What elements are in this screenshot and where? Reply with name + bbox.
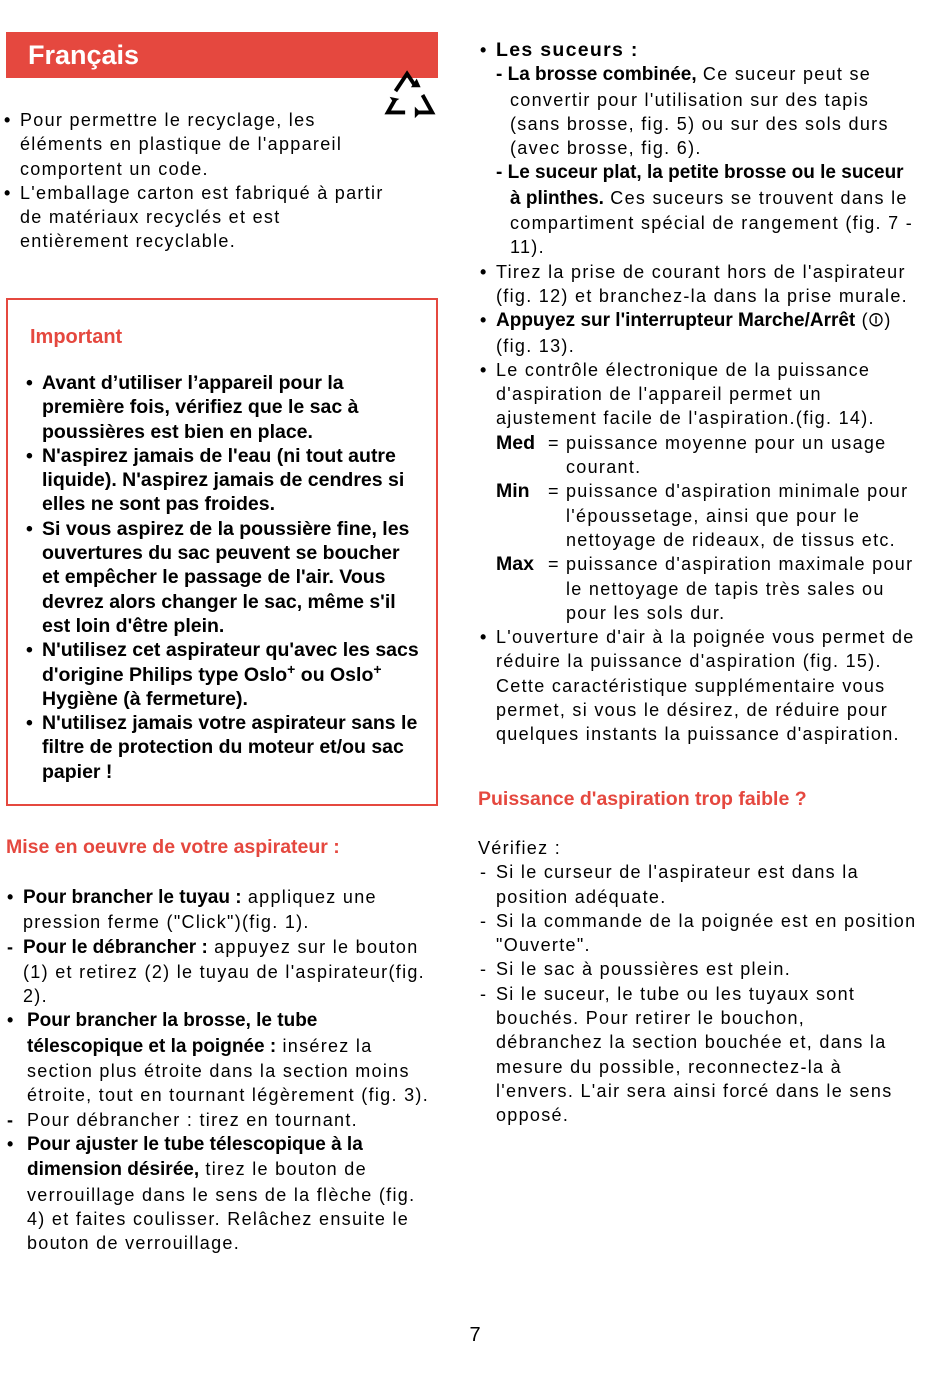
suceurs-list — [478, 38, 918, 747]
suceurs-title: • Les suceurs : — [496, 39, 639, 61]
language-title: Français — [28, 39, 140, 70]
verifiez-intro: Vérifiez : — [478, 838, 562, 858]
power-level-max — [496, 552, 918, 625]
mise-item-text: Pour débrancher : tirez en tournant. — [27, 1109, 358, 1130]
important-title: Important — [30, 326, 123, 348]
mise-item — [23, 1108, 438, 1132]
suceur-combine-text: Ce suceur peut se convertir pour l'utilisation sur des tapis (sans brosse, fig. 5) ou sur des sols durs (avec brosse, fig. 6). — [510, 64, 889, 159]
important-list — [30, 371, 422, 784]
mise-item — [23, 935, 438, 1009]
suceur-combine — [496, 62, 918, 160]
suceur-plat — [496, 160, 918, 259]
mise-item-text: insérez la section plus étroite dans la section moins étroite, tout en tournant légèrement (fig. 3). — [27, 1035, 429, 1106]
page-number: 7 — [469, 1324, 481, 1346]
important-item: • Avant d’utiliser l’appareil pour la première fois, vérifiez que le sac à poussières est bien en place. — [42, 371, 422, 444]
power-level-min — [496, 479, 918, 552]
suceur-combine-bold: - La brosse combinée, — [496, 64, 697, 86]
control-text: Le contrôle électronique de la puissance d'aspiration de l'appareil permet un ajustement facile de l'aspiration.(fig. 14). — [496, 359, 875, 429]
oslo-text-1: N'utilisez cet aspirateur qu'avec les sacs d'origine Philips type Oslo — [42, 639, 419, 686]
plug-item: • Tirez la prise de courant hors de l'aspirateur (fig. 12) et branchez-la dans la prise murale. — [496, 260, 918, 309]
mise-item-text: appuyez sur le bouton (1) et retirez (2) le tuyau de l'aspirateur(fig. 2). — [23, 936, 425, 1007]
puissance-title: Puissance d'aspiration trop faible ? — [478, 788, 807, 810]
verifiez-list — [478, 860, 918, 1127]
mise-en-oeuvre-list — [6, 885, 438, 1255]
suceurs-item — [496, 38, 918, 260]
power-level-med — [496, 431, 918, 480]
oslo-text-2: ou Oslo — [295, 663, 374, 686]
suceur-plat-bold: - Le suceur plat, la petite brosse ou le suceur à plinthes. — [496, 162, 904, 209]
level-text: puissance moyenne pour un usage courant. — [566, 432, 887, 478]
verifiez-item: - Si le suceur, le tube ou les tuyaux sont bouchés. Pour retirer le bouchon, débranchez la section bouchée et, dans la mesure du possible, reconnectez-la à l'envers. L'air sera ainsi forcé dans le sens opposé. — [496, 982, 918, 1128]
control-item — [496, 358, 918, 625]
important-item-oslo — [42, 638, 422, 711]
mise-en-oeuvre-section — [6, 836, 438, 1255]
important-box — [6, 298, 438, 806]
mise-item-text: appliquez une pression ferme ("Click")(fig. 1). — [23, 887, 377, 933]
mise-item-bold: Pour brancher la brosse, le tube télescopique et la poignée : — [27, 1010, 318, 1057]
verifiez-section — [478, 836, 918, 1128]
power-levels — [496, 431, 918, 625]
mise-item-bold: Pour ajuster le tube télescopique à la dimension désirée, — [27, 1133, 363, 1181]
level-eq: = — [548, 481, 560, 502]
verifiez-item: - Si la commande de la poignée est en position "Ouverte". — [496, 909, 918, 958]
level-key: Med — [496, 431, 535, 454]
level-key: Min — [496, 480, 530, 503]
oslo-sup-1: + — [287, 660, 296, 677]
level-eq: = — [548, 554, 560, 575]
mise-item — [23, 1008, 438, 1107]
mise-item — [23, 1132, 438, 1255]
right-column — [478, 38, 918, 747]
important-item: • Si vous aspirez de la poussière fine, les ouvertures du sac peuvent se boucher et empêcher le passage de l'air. Vous devrez alors changer le sac, même s'il est loin d'être plein. — [42, 517, 422, 638]
level-text: puissance d'aspiration minimale pour l'époussetage, ainsi que pour le nettoyage de rideaux, de tissus etc. — [566, 481, 909, 550]
left-column — [6, 32, 438, 254]
puissance-section — [478, 788, 918, 811]
air-item: • L'ouverture d'air à la poignée vous permet de réduire la puissance d'aspiration (fig. 15). Cette caractéristique supplémentaire vous permet, si vous le désirez, de réduire pour quelques instants la puissance d'aspiration. — [496, 625, 918, 746]
language-header — [6, 32, 438, 78]
recycling-item: • Pour permettre le recyclage, les éléments en plastique de l'appareil comportent un code. — [20, 108, 390, 181]
recycling-item: • L'emballage carton est fabriqué à partir de matériaux recyclés et est entièrement recyclable. — [20, 181, 390, 254]
mise-item-bold: Pour le débrancher : — [23, 936, 208, 958]
switch-bold: Appuyez sur l'interrupteur Marche/Arrêt — [496, 310, 856, 332]
recycle-icon — [380, 66, 438, 124]
mise-item-text: tirez le bouton de verrouillage dans le sens de la flèche (fig. 4) et faites coulisser. Relâchez ensuite le bouton de verrouillage. — [27, 1159, 416, 1254]
level-key: Max — [496, 553, 534, 576]
mise-en-oeuvre-title: Mise en oeuvre de votre aspirateur : — [6, 836, 340, 858]
level-text: puissance d'aspiration maximale pour le nettoyage de tapis très sales ou pour les sols dur. — [566, 554, 914, 623]
recycling-list — [6, 108, 390, 254]
verifiez-item: - Si le curseur de l'aspirateur est dans la position adéquate. — [496, 860, 918, 909]
important-item: • N'utilisez jamais votre aspirateur sans le filtre de protection du moteur et/ou sac papier ! — [42, 711, 422, 784]
suceur-plat-text: Ces suceurs se trouvent dans le compartiment spécial de rangement (fig. 7 - 11). — [510, 187, 914, 258]
switch-item — [496, 308, 918, 358]
switch-text: (⏼) (fig. 13). — [496, 310, 892, 356]
oslo-text-3: Hygiène (à fermeture). — [42, 687, 248, 710]
mise-item-bold: Pour brancher le tuyau : — [23, 887, 242, 908]
important-item: • N'aspirez jamais de l'eau (ni tout autre liquide). N'aspirez jamais de cendres si elles ne sont pas froides. — [42, 444, 422, 517]
level-eq: = — [548, 432, 560, 453]
oslo-sup-2: + — [373, 660, 382, 677]
verifiez-item: - Si le sac à poussières est plein. — [496, 957, 918, 981]
mise-item — [23, 885, 438, 935]
